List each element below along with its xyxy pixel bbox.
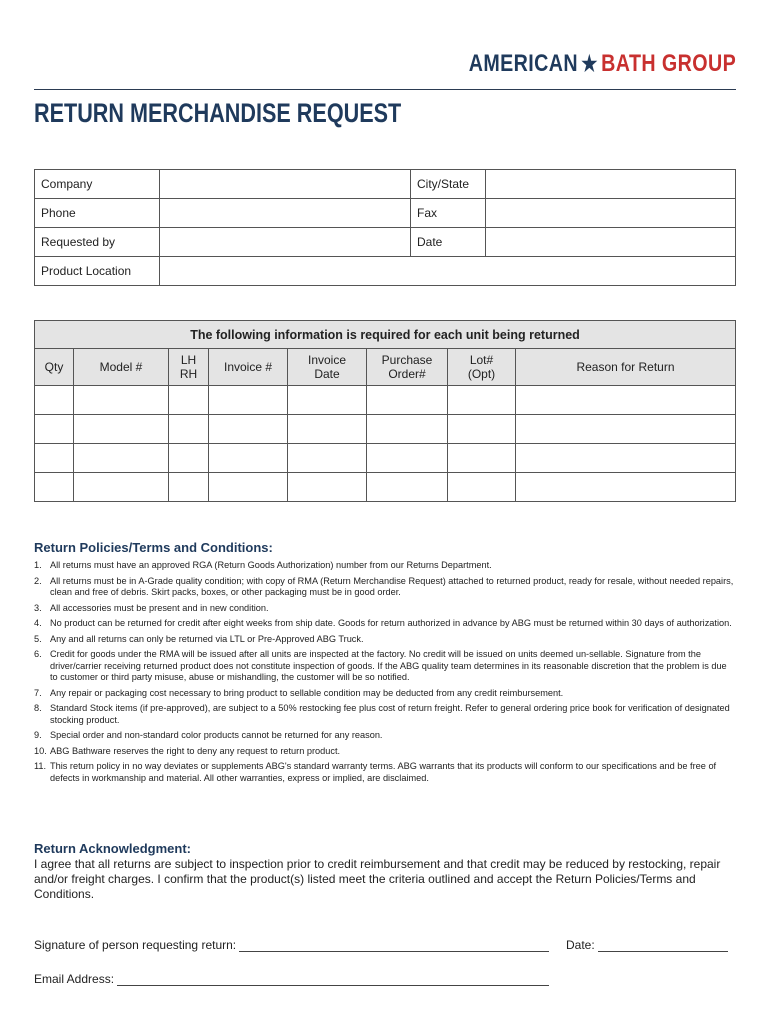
table-cell[interactable] xyxy=(516,386,736,415)
table-cell[interactable] xyxy=(288,386,367,415)
customer-info-table xyxy=(34,169,736,286)
list-item xyxy=(34,634,736,646)
table-cell[interactable] xyxy=(169,386,209,415)
list-item xyxy=(34,618,736,630)
email-field[interactable] xyxy=(117,974,549,986)
date-row xyxy=(566,938,728,952)
table-cell[interactable] xyxy=(448,415,516,444)
date-label: Date xyxy=(411,228,486,257)
policies-heading: Return Policies/Terms and Conditions: xyxy=(34,540,273,555)
table-cell[interactable] xyxy=(35,473,74,502)
item-number: 3. xyxy=(34,602,42,613)
table-cell[interactable] xyxy=(367,444,448,473)
header-rule xyxy=(34,89,736,90)
company-field[interactable] xyxy=(160,170,411,199)
table-cell[interactable] xyxy=(74,386,169,415)
item-text: All returns must have an approved RGA (Return Goods Authorization) number from our Returns Department. xyxy=(50,560,492,570)
fax-field[interactable] xyxy=(486,199,736,228)
table-cell[interactable] xyxy=(74,415,169,444)
requested-by-label: Requested by xyxy=(35,228,160,257)
product-location-field[interactable] xyxy=(160,257,736,286)
item-number: 6. xyxy=(34,649,42,659)
date-field[interactable] xyxy=(486,228,736,257)
item-number: 11. xyxy=(34,761,47,771)
table-row xyxy=(35,473,736,502)
col-invoice: Invoice # xyxy=(209,349,288,386)
col-model: Model # xyxy=(74,349,169,386)
item-number: 8. xyxy=(34,703,42,713)
company-label: Company xyxy=(35,170,160,199)
table-cell[interactable] xyxy=(516,444,736,473)
table-cell[interactable] xyxy=(288,415,367,444)
list-item xyxy=(34,560,736,572)
return-units-table xyxy=(34,320,736,502)
table-cell[interactable] xyxy=(367,386,448,415)
col-invoice-date: Invoice Date xyxy=(288,349,367,386)
table-cell[interactable] xyxy=(209,386,288,415)
item-number: 4. xyxy=(34,618,42,628)
table-cell[interactable] xyxy=(209,473,288,502)
table-cell[interactable] xyxy=(169,473,209,502)
list-item xyxy=(34,576,736,599)
signature-date-field[interactable] xyxy=(598,940,728,952)
table-cell[interactable] xyxy=(169,444,209,473)
table-cell[interactable] xyxy=(74,473,169,502)
table-cell[interactable] xyxy=(516,473,736,502)
item-text: Standard Stock items (if pre-approved), are subject to a 50% restocking fee plus cost of return freight. Refer to general ordering price book for verification of designated stocking product. xyxy=(50,703,730,725)
table-cell[interactable] xyxy=(74,444,169,473)
star-icon: ★ xyxy=(581,51,598,76)
brand-bath-group: BATH GROUP xyxy=(601,50,736,77)
phone-label: Phone xyxy=(35,199,160,228)
table-cell[interactable] xyxy=(288,444,367,473)
table-row xyxy=(35,386,736,415)
col-lot: Lot# (Opt) xyxy=(448,349,516,386)
product-location-label: Product Location xyxy=(35,257,160,286)
table-cell[interactable] xyxy=(448,444,516,473)
page-title: RETURN MERCHANDISE REQUEST xyxy=(34,98,402,128)
list-item xyxy=(34,761,736,784)
acknowledgment-section xyxy=(34,841,736,902)
item-number: 2. xyxy=(34,575,42,586)
item-number: 9. xyxy=(34,730,42,740)
table-row xyxy=(35,444,736,473)
item-text: This return policy in no way deviates or supplements ABG's standard warranty terms. ABG warrants that its products will conform to our specifications and be free of defects in workmanship and material. All other warranties, express or implied, are disclaimed. xyxy=(50,761,717,783)
col-purchase-order: Purchase Order# xyxy=(367,349,448,386)
table-row xyxy=(35,415,736,444)
table-cell[interactable] xyxy=(209,415,288,444)
fax-label: Fax xyxy=(411,199,486,228)
list-item xyxy=(34,603,736,615)
brand-american: AMERICAN xyxy=(468,50,578,77)
phone-field[interactable] xyxy=(160,199,411,228)
email-label: Email Address: xyxy=(34,972,115,986)
item-number: 1. xyxy=(34,560,42,570)
item-text: All returns must be in A-Grade quality condition; with copy of RMA (Return Merchandise Request) attached to returned product, ready for resale, without needed repairs, clean and free of debris. Skirt packs, boxes, or other packaging must be in good order. xyxy=(50,575,734,597)
city-state-label: City/State xyxy=(411,170,486,199)
signature-date-label: Date: xyxy=(566,938,595,952)
col-lh-rh: LH RH xyxy=(169,349,209,386)
brand-logo xyxy=(469,50,736,78)
list-item xyxy=(34,730,736,742)
units-table-caption: The following information is required for each unit being returned xyxy=(35,321,736,349)
list-item xyxy=(34,703,736,726)
table-cell[interactable] xyxy=(209,444,288,473)
email-row xyxy=(34,972,549,986)
table-cell[interactable] xyxy=(288,473,367,502)
table-cell[interactable] xyxy=(448,473,516,502)
list-item xyxy=(34,746,736,758)
policies-section xyxy=(34,540,736,788)
table-cell[interactable] xyxy=(35,444,74,473)
item-text: All accessories must be present and in new condition. xyxy=(50,602,269,613)
item-number: 10. xyxy=(34,745,47,756)
table-cell[interactable] xyxy=(516,415,736,444)
item-number: 5. xyxy=(34,633,42,644)
signature-row xyxy=(34,938,549,952)
signature-field[interactable] xyxy=(239,940,549,952)
item-text: Any and all returns can only be returned via LTL or Pre-Approved ABG Truck. xyxy=(50,633,364,644)
table-cell[interactable] xyxy=(35,415,74,444)
table-cell[interactable] xyxy=(448,386,516,415)
item-text: Any repair or packaging cost necessary to bring product to sellable condition may be deducted from any credit reimbursement. xyxy=(50,687,564,698)
acknowledgment-text: I agree that all returns are subject to inspection prior to credit reimbursement and that credit may be reduced by restocking, repair and/or freight charges. I confirm that the product(s) listed meet the criteria outlined and accept the Return Policies/Terms and Conditions. xyxy=(34,857,721,901)
table-cell[interactable] xyxy=(169,415,209,444)
item-text: No product can be returned for credit after eight weeks from ship date. Goods for return authorized in advance by ABG must be returned within 30 days of authorization. xyxy=(50,618,732,628)
requested-by-field[interactable] xyxy=(160,228,411,257)
signature-label: Signature of person requesting return: xyxy=(34,938,237,952)
item-text: ABG Bathware reserves the right to deny any request to return product. xyxy=(50,745,341,756)
table-cell[interactable] xyxy=(35,386,74,415)
item-number: 7. xyxy=(34,687,42,698)
list-item xyxy=(34,649,736,684)
col-qty: Qty xyxy=(35,349,74,386)
col-reason: Reason for Return xyxy=(516,349,736,386)
city-state-field[interactable] xyxy=(486,170,736,199)
policies-list xyxy=(34,560,736,784)
list-item xyxy=(34,688,736,700)
table-cell[interactable] xyxy=(367,415,448,444)
item-text: Special order and non-standard color products cannot be returned for any reason. xyxy=(50,730,383,740)
acknowledgment-heading: Return Acknowledgment: xyxy=(34,841,191,856)
table-cell[interactable] xyxy=(367,473,448,502)
item-text: Credit for goods under the RMA will be issued after all units are inspected at the factory. No credit will be issued on units deemed un-sellable. Signature from the driver/carrier receiving returned product does not constitute inspection of goods. If the ABG quality team determines in its reasonable discretion that the problem is due to customer or third party misuse, abuse or mishandling, the customer will be so notified. xyxy=(50,649,727,682)
